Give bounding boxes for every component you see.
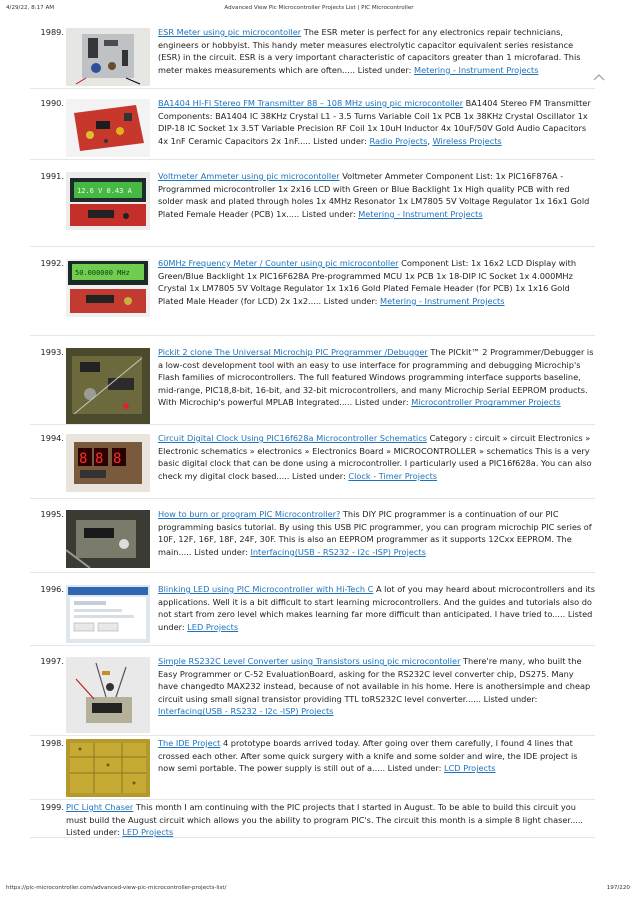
project-thumbnail[interactable] [66,657,150,733]
listed-under-label: Listed under: [191,546,251,557]
entry-number: 1995. [40,509,64,519]
project-title-link[interactable]: ESR Meter using pic microcontoller [158,27,302,37]
project-description: The PICkit™ 2 Programmer/Debugger is a low-cost development tool with an easy to use interface for programming and debugging Microchip's Flash families of microcontrollers. The full featured Windows programming interface supports baseline, mid-range, PIC18,8-bit, 16-bit, and 32-bit microcontrollers, and many Microchip Serial EEPROM products. With Microchip's powerful MPLAB Integrated..... [158,347,594,408]
category-link[interactable]: Interfacing(USB - RS232 - I2c -ISP) Projects [158,706,334,717]
project-thumbnail[interactable] [66,585,150,643]
project-title-link[interactable]: Voltmeter Ammeter using pic microcontoller [158,171,340,181]
category-link[interactable]: LCD Projects [444,763,496,774]
category-link[interactable]: Microcontroller Programmer Projects [411,397,561,408]
entry-text [158,583,595,633]
project-description: Voltmeter Ammeter Component List: 1x PIC16F876A - Programmed microcontroller 1x 2x16 LCD with Green or Blue Backlight 1x High quality PCB with red solder mask and plated through holes 1x 4MHz Resonator 1x LM7805 5V Voltage Regulator 1x 16x1 Gold Plated Female Header (PCB) 1x..... [158,171,590,219]
project-description: The ESR meter is perfect for any electronics repair technicians, engineers or hobbyist. This handy meter measures electrolytic capacitor equivalent series resistance (ESR) in the circuit. ESR is a very important characteristic of capacitors greater than 1 microfarad. This meter makes measurements which are often..... [158,27,581,75]
listed-under-label: Listed under: [321,295,381,306]
project-entry [30,170,595,247]
entry-text [158,346,595,409]
entry-number: 1994. [40,433,64,443]
entry-number: 1990. [40,98,64,108]
svg-text:12.6 V 0.43 A: 12.6 V 0.43 A [77,187,132,195]
project-description: There're many, who built the Easy Programmer or C-52 EvaluationBoard, asking for the RS232C level converter chip, DS275. Many have changedto MAX232 instead, because of not available in his home. Here is anothersimple and cheap circuit using small signal transistor providing TTL toRS232C level converter...... [158,656,591,704]
entry-text [158,737,595,775]
listed-under-label: Listed under: [66,827,123,838]
project-thumbnail[interactable] [66,739,150,797]
project-entry [30,257,595,336]
entry-number: 1993. [40,347,64,357]
entry-text [158,508,595,558]
entry-text [158,257,595,307]
entry-number: 1999. [40,802,64,812]
category-link[interactable]: Metering - Instrument Projects [358,208,483,219]
category-link[interactable]: Radio Projects [369,135,428,146]
project-description: This month I am continuing with the PIC projects that I started in August. To be able to build this circuit you must build the August circuit which allows you the ability to program PIC's. The circuit this month is a simple 8 light chaser..... [66,802,584,825]
project-title-link[interactable]: Blinking LED using PIC Microcontroller with Hi-Tech C [158,584,374,594]
print-date: 4/29/22, 8:17 AM [6,5,55,11]
project-entry [30,508,595,573]
listed-under-label: Listed under: [352,397,412,408]
entry-number: 1992. [40,258,64,268]
project-thumbnail[interactable] [66,28,150,86]
project-description: A lot of you may heard about microcontrollers and its applications. Well it is a bit difficult to start learning microcontrollers. And the guides and tutorials also do not start from zero level which makes learning far more difficult than anticipated. I have tried to..... [158,584,595,620]
project-thumbnail[interactable] [66,510,150,568]
svg-text:8: 8 [95,451,104,467]
project-entry [30,583,595,646]
category-link[interactable]: Metering - Instrument Projects [414,64,539,75]
entry-number: 1998. [40,738,64,748]
entry-number: 1996. [40,584,64,594]
entry-number: 1997. [40,656,64,666]
entry-text [158,432,595,482]
project-thumbnail[interactable] [66,172,150,230]
category-link[interactable]: LED Projects [122,827,174,838]
project-entry [30,737,595,800]
entry-number: 1991. [40,171,64,181]
print-page-title: Advanced View Pic Microcontroller Projects List | PIC Microcontroller [224,5,414,11]
print-header [0,0,638,14]
project-title-link[interactable]: Simple RS232C Level Converter using Transistors using pic microcontoller [158,656,461,666]
project-title-link[interactable]: 60MHz Frequency Meter / Counter using pic microcontoller [158,258,399,268]
project-entry [30,26,595,89]
listed-under-label: Listed under: [310,135,370,146]
entry-text [66,801,595,839]
project-entry [30,346,595,425]
project-entry [30,655,595,736]
project-description: 4 prototype boards arrived today. After going over them carefully, I found 4 lines that crossed each other. After some quick surgery with a knife and some solder and wire, the IDE project is now semi portable. The power supply is still out of a..... [158,738,578,774]
project-entry [30,97,595,160]
listed-under-label: Listed under: [481,693,538,704]
listed-under-label: Listed under: [289,470,349,481]
project-title-link[interactable]: PIC Light Chaser [66,802,134,812]
entry-number: 1989. [40,27,64,37]
print-url: https://pic-microcontroller.com/advanced-view-pic-microcontroller-projects-list/ [6,885,227,891]
category-link[interactable]: Wireless Projects [432,135,502,146]
project-title-link[interactable]: How to burn or program PIC Microcontroller? [158,509,341,519]
category-link[interactable]: Clock - Timer Projects [348,470,438,481]
project-thumbnail[interactable] [66,348,150,424]
project-thumbnail[interactable] [66,434,150,492]
svg-text:50.000000 MHz: 50.000000 MHz [75,269,130,277]
category-link[interactable]: Interfacing(USB - RS232 - I2c -ISP) Projects [250,546,426,557]
category-separator: , [427,135,433,146]
project-description: BA1404 Stereo FM Transmitter Components: BA1404 IC 38KHz Crystal L1 - 3.5 Turns Variable Coil 1x PCB 1x 38KHz Crystal Oscillator 1x DIP-18 IC Socket 1x 3.5T Variable Precision RF Coil 1x 10uH Inductor 4x 10uF/50V Gold Audio Capacitors 4x 1nF Ceramic Capacitors 2x 1nF..... [158,98,591,146]
project-thumbnail[interactable] [66,99,150,157]
entry-text [158,26,595,76]
project-description: This DIY PIC programmer is a continuation of our PIC programming basics tutorial. By using this USB PIC programmer, you can program microchip PIC series of 10F, 12F, 16F, 18F, 24F, 30F. This is also an EEPROM programmer as it supports 12Cxx EEPROM. The main..... [158,509,592,557]
entry-text [158,97,595,147]
project-title-link[interactable]: The IDE Project [158,738,221,748]
listed-under-label: Listed under: [355,64,415,75]
category-link[interactable]: LED Projects [187,621,239,632]
print-page-number: 197/220 [606,885,630,891]
listed-under-label: Listed under: [158,609,593,632]
project-entry [30,801,595,838]
entry-text [158,170,595,220]
project-title-link[interactable]: BA1404 HI-FI Stereo FM Transmitter 88 – 108 MHz using pic microcontoller [158,98,464,108]
svg-text:8: 8 [113,451,122,467]
project-description: Component List: 1x 16x2 LCD Display with Green/Blue Backlight 1x PIC16F628A Pre-programmed MCU 1x PCB 1x 18-DIP IC Socket 1x 4.000MHz Crystal 1x LM7805 5V Voltage Regulator 1x 1x16 Gold Plated Female Header (for PCB) 1x 1x16 Gold Plated Male Header (for LCD) 2x 1x2..... [158,258,577,306]
entry-text [158,655,595,718]
project-entry [30,432,595,499]
listed-under-label: Listed under: [299,208,359,219]
svg-text:8: 8 [79,451,88,467]
project-description: Category : circuit » circuit Electronics » Electronic schematics » electronics » Electronics Board » MICROCONTROLLER » schematics This is a very basic digital clock that can be done using a microcontroller. I particularly used a PIC16f628a. You can also check my digital clock based..... [158,433,592,481]
print-footer [0,885,638,899]
project-title-link[interactable]: Pickit 2 clone The Universal Microchip PIC Programmer /Debugger [158,347,428,357]
category-link[interactable]: Metering - Instrument Projects [380,295,505,306]
listed-under-label: Listed under: [385,763,445,774]
project-title-link[interactable]: Circuit Digital Clock Using PIC16f628a Microcontroller Schematics [158,433,427,443]
project-thumbnail[interactable] [66,259,150,317]
